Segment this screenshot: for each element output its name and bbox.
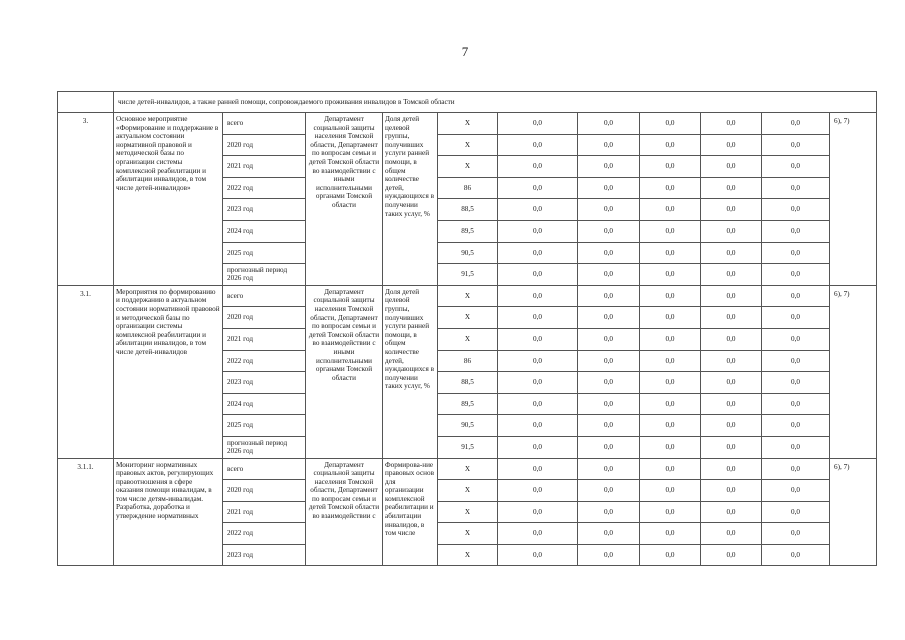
- target-value-cell: X: [438, 480, 498, 502]
- funding-value-cell: 0,0: [701, 480, 762, 502]
- funding-value-cell: 0,0: [578, 307, 640, 329]
- target-value-cell: 90,5: [438, 242, 498, 264]
- funding-value-cell: 0,0: [701, 350, 762, 372]
- funding-value-cell: 0,0: [640, 199, 701, 221]
- funding-value-cell: 0,0: [640, 177, 701, 199]
- funding-value-cell: 0,0: [762, 113, 830, 135]
- period-cell: прогнозный период 2026 год: [223, 436, 306, 458]
- event-name: Мероприятия по формированию и поддержанию в актуальном состоянии нормативной правовой и методической базы по организации системы комплексной реабилитации и абилитации инвалидов, в том числе детей-инвалидов: [114, 285, 223, 458]
- funding-value-cell: 0,0: [701, 285, 762, 307]
- period-cell: 2021 год: [223, 328, 306, 350]
- section-number: 3.1.: [58, 285, 114, 458]
- funding-value-cell: 0,0: [578, 264, 640, 286]
- funding-value-cell: 0,0: [578, 113, 640, 135]
- funding-value-cell: 0,0: [762, 393, 830, 415]
- funding-value-cell: 0,0: [701, 307, 762, 329]
- funding-value-cell: 0,0: [498, 480, 578, 502]
- target-value-cell: X: [438, 134, 498, 156]
- event-name: Основное мероприятие «Формирование и поддержание в актуальном состоянии нормативной правовой и методической базы по организации системы комплексной реабилитации и абилитации инвалидов, в том числе детей-инвалидов»: [114, 113, 223, 286]
- period-cell: 2025 год: [223, 242, 306, 264]
- funding-value-cell: 0,0: [498, 523, 578, 545]
- funding-value-cell: 0,0: [578, 177, 640, 199]
- target-value-cell: 91,5: [438, 264, 498, 286]
- period-cell: 2022 год: [223, 523, 306, 545]
- funding-value-cell: 0,0: [578, 544, 640, 566]
- period-cell: всего: [223, 113, 306, 135]
- funding-value-cell: 0,0: [640, 415, 701, 437]
- continuation-text: числе детей-инвалидов, а также ранней помощи, сопровождаемого проживания инвалидов в Томской области: [114, 92, 877, 113]
- funding-value-cell: 0,0: [578, 393, 640, 415]
- funding-value-cell: 0,0: [701, 177, 762, 199]
- target-value-cell: X: [438, 328, 498, 350]
- period-cell: 2020 год: [223, 480, 306, 502]
- funding-value-cell: 0,0: [762, 264, 830, 286]
- funding-value-cell: 0,0: [578, 328, 640, 350]
- continuation-row: [58, 92, 877, 113]
- indicator-cell: Доля детей целевой группы, получивших услуги ранней помощи, в общем количестве детей, нуждающихся в получении таких услуг, %: [383, 285, 438, 458]
- funding-value-cell: 0,0: [701, 113, 762, 135]
- funding-value-cell: 0,0: [701, 156, 762, 178]
- funding-value-cell: 0,0: [762, 242, 830, 264]
- funding-value-cell: 0,0: [701, 458, 762, 480]
- funding-value-cell: 0,0: [498, 156, 578, 178]
- period-cell: 2020 год: [223, 307, 306, 329]
- funding-value-cell: 0,0: [640, 544, 701, 566]
- funding-value-cell: 0,0: [701, 523, 762, 545]
- funding-value-cell: 0,0: [578, 350, 640, 372]
- target-value-cell: X: [438, 544, 498, 566]
- executor-cell: Департамент социальной защиты населения Томской области, Департамент по вопросам семьи и детей Томской области во взаимодействии с иными исполнительными органами Томской области: [306, 285, 383, 458]
- period-cell: 2023 год: [223, 544, 306, 566]
- target-value-cell: X: [438, 113, 498, 135]
- funding-value-cell: 0,0: [578, 372, 640, 394]
- target-value-cell: X: [438, 285, 498, 307]
- target-value-cell: X: [438, 307, 498, 329]
- executor-cell: Департамент социальной защиты населения Томской области, Департамент по вопросам семьи и детей Томской области во взаимодействии с: [306, 458, 383, 566]
- funding-value-cell: 0,0: [640, 113, 701, 135]
- funding-value-cell: 0,0: [578, 220, 640, 242]
- continuation-blank-cell: [58, 92, 114, 113]
- funding-value-cell: 0,0: [640, 328, 701, 350]
- funding-value-cell: 0,0: [762, 156, 830, 178]
- target-value-cell: 89,5: [438, 393, 498, 415]
- period-cell: 2023 год: [223, 199, 306, 221]
- target-value-cell: 90,5: [438, 415, 498, 437]
- target-value-cell: 89,5: [438, 220, 498, 242]
- funding-value-cell: 0,0: [498, 220, 578, 242]
- funding-value-cell: 0,0: [498, 264, 578, 286]
- target-value-cell: X: [438, 523, 498, 545]
- funding-value-cell: 0,0: [701, 544, 762, 566]
- funding-value-cell: 0,0: [640, 220, 701, 242]
- funding-value-cell: 0,0: [498, 199, 578, 221]
- funding-value-cell: 0,0: [762, 350, 830, 372]
- section-number: 3.1.1.: [58, 458, 114, 566]
- funding-value-cell: 0,0: [498, 285, 578, 307]
- funding-value-cell: 0,0: [701, 328, 762, 350]
- target-value-cell: X: [438, 501, 498, 523]
- funding-value-cell: 0,0: [498, 372, 578, 394]
- funding-value-cell: 0,0: [498, 458, 578, 480]
- funding-value-cell: 0,0: [578, 242, 640, 264]
- target-value-cell: 86: [438, 177, 498, 199]
- funding-value-cell: 0,0: [578, 199, 640, 221]
- target-value-cell: X: [438, 458, 498, 480]
- funding-value-cell: 0,0: [640, 285, 701, 307]
- period-cell: 2023 год: [223, 372, 306, 394]
- target-value-cell: 88,5: [438, 199, 498, 221]
- funding-value-cell: 0,0: [578, 134, 640, 156]
- funding-value-cell: 0,0: [701, 372, 762, 394]
- funding-value-cell: 0,0: [640, 350, 701, 372]
- funding-value-cell: 0,0: [498, 501, 578, 523]
- target-value-cell: X: [438, 156, 498, 178]
- funding-value-cell: 0,0: [498, 134, 578, 156]
- funding-value-cell: 0,0: [762, 458, 830, 480]
- funding-value-cell: 0,0: [762, 436, 830, 458]
- funding-value-cell: 0,0: [640, 393, 701, 415]
- funding-value-cell: 0,0: [640, 501, 701, 523]
- funding-value-cell: 0,0: [701, 393, 762, 415]
- funding-value-cell: 0,0: [762, 220, 830, 242]
- funding-value-cell: 0,0: [498, 350, 578, 372]
- funding-value-cell: 0,0: [578, 285, 640, 307]
- event-name: Мониторинг нормативных правовых актов, регулирующих правоотношения в сфере оказания помощи инвалидам, в том числе детям-инвалидам. Разработка, доработка и утверждение нормативных: [114, 458, 223, 566]
- period-cell: прогнозный период 2026 год: [223, 264, 306, 286]
- period-cell: 2022 год: [223, 177, 306, 199]
- target-value-cell: 86: [438, 350, 498, 372]
- funding-value-cell: 0,0: [498, 242, 578, 264]
- period-cell: 2021 год: [223, 501, 306, 523]
- period-cell: 2022 год: [223, 350, 306, 372]
- funding-value-cell: 0,0: [701, 220, 762, 242]
- funding-value-cell: 0,0: [498, 177, 578, 199]
- note-cell: 6), 7): [830, 458, 877, 566]
- period-cell: 2024 год: [223, 220, 306, 242]
- funding-value-cell: 0,0: [498, 415, 578, 437]
- funding-value-cell: 0,0: [762, 372, 830, 394]
- funding-value-cell: 0,0: [578, 415, 640, 437]
- funding-value-cell: 0,0: [498, 328, 578, 350]
- funding-value-cell: 0,0: [762, 134, 830, 156]
- funding-value-cell: 0,0: [762, 177, 830, 199]
- funding-value-cell: 0,0: [640, 307, 701, 329]
- funding-value-cell: 0,0: [640, 134, 701, 156]
- funding-value-cell: 0,0: [640, 372, 701, 394]
- period-cell: 2025 год: [223, 415, 306, 437]
- indicator-cell: Формирова-ние правовых основ для организации комплексной реабилитации и абилитации инвалидов, в том числе: [383, 458, 438, 566]
- table-row: [58, 113, 877, 135]
- funding-value-cell: 0,0: [640, 458, 701, 480]
- funding-value-cell: 0,0: [498, 544, 578, 566]
- indicator-cell: Доля детей целевой группы, получивших услуги ранней помощи, в общем количестве детей, нуждающихся в получении таких услуг, %: [383, 113, 438, 286]
- funding-value-cell: 0,0: [762, 307, 830, 329]
- funding-value-cell: 0,0: [701, 501, 762, 523]
- funding-value-cell: 0,0: [640, 480, 701, 502]
- funding-value-cell: 0,0: [640, 436, 701, 458]
- section-number: 3.: [58, 113, 114, 286]
- funding-value-cell: 0,0: [762, 328, 830, 350]
- funding-value-cell: 0,0: [578, 523, 640, 545]
- funding-value-cell: 0,0: [701, 264, 762, 286]
- table-row: [58, 285, 877, 307]
- executor-cell: Департамент социальной защиты населения Томской области, Департамент по вопросам семьи и детей Томской области во взаимодействии с иными исполнительными органами Томской области: [306, 113, 383, 286]
- table-row: [58, 458, 877, 480]
- page-number: 7: [461, 44, 469, 59]
- period-cell: 2024 год: [223, 393, 306, 415]
- funding-value-cell: 0,0: [762, 544, 830, 566]
- funding-value-cell: 0,0: [762, 523, 830, 545]
- funding-value-cell: 0,0: [762, 415, 830, 437]
- funding-value-cell: 0,0: [640, 264, 701, 286]
- funding-value-cell: 0,0: [578, 156, 640, 178]
- funding-value-cell: 0,0: [701, 415, 762, 437]
- target-value-cell: 91,5: [438, 436, 498, 458]
- funding-value-cell: 0,0: [498, 113, 578, 135]
- funding-value-cell: 0,0: [701, 134, 762, 156]
- funding-value-cell: 0,0: [762, 199, 830, 221]
- note-cell: 6), 7): [830, 285, 877, 458]
- period-cell: 2020 год: [223, 134, 306, 156]
- funding-value-cell: 0,0: [578, 458, 640, 480]
- funding-value-cell: 0,0: [762, 501, 830, 523]
- budget-table: [57, 91, 877, 566]
- funding-value-cell: 0,0: [640, 242, 701, 264]
- funding-value-cell: 0,0: [498, 307, 578, 329]
- note-cell: 6), 7): [830, 113, 877, 286]
- period-cell: всего: [223, 285, 306, 307]
- funding-value-cell: 0,0: [578, 436, 640, 458]
- funding-value-cell: 0,0: [578, 501, 640, 523]
- funding-value-cell: 0,0: [762, 285, 830, 307]
- funding-value-cell: 0,0: [498, 393, 578, 415]
- funding-value-cell: 0,0: [701, 242, 762, 264]
- funding-value-cell: 0,0: [640, 156, 701, 178]
- period-cell: 2021 год: [223, 156, 306, 178]
- funding-value-cell: 0,0: [701, 199, 762, 221]
- funding-value-cell: 0,0: [701, 436, 762, 458]
- funding-value-cell: 0,0: [640, 523, 701, 545]
- period-cell: всего: [223, 458, 306, 480]
- funding-value-cell: 0,0: [498, 436, 578, 458]
- funding-value-cell: 0,0: [578, 480, 640, 502]
- funding-value-cell: 0,0: [762, 480, 830, 502]
- target-value-cell: 88,5: [438, 372, 498, 394]
